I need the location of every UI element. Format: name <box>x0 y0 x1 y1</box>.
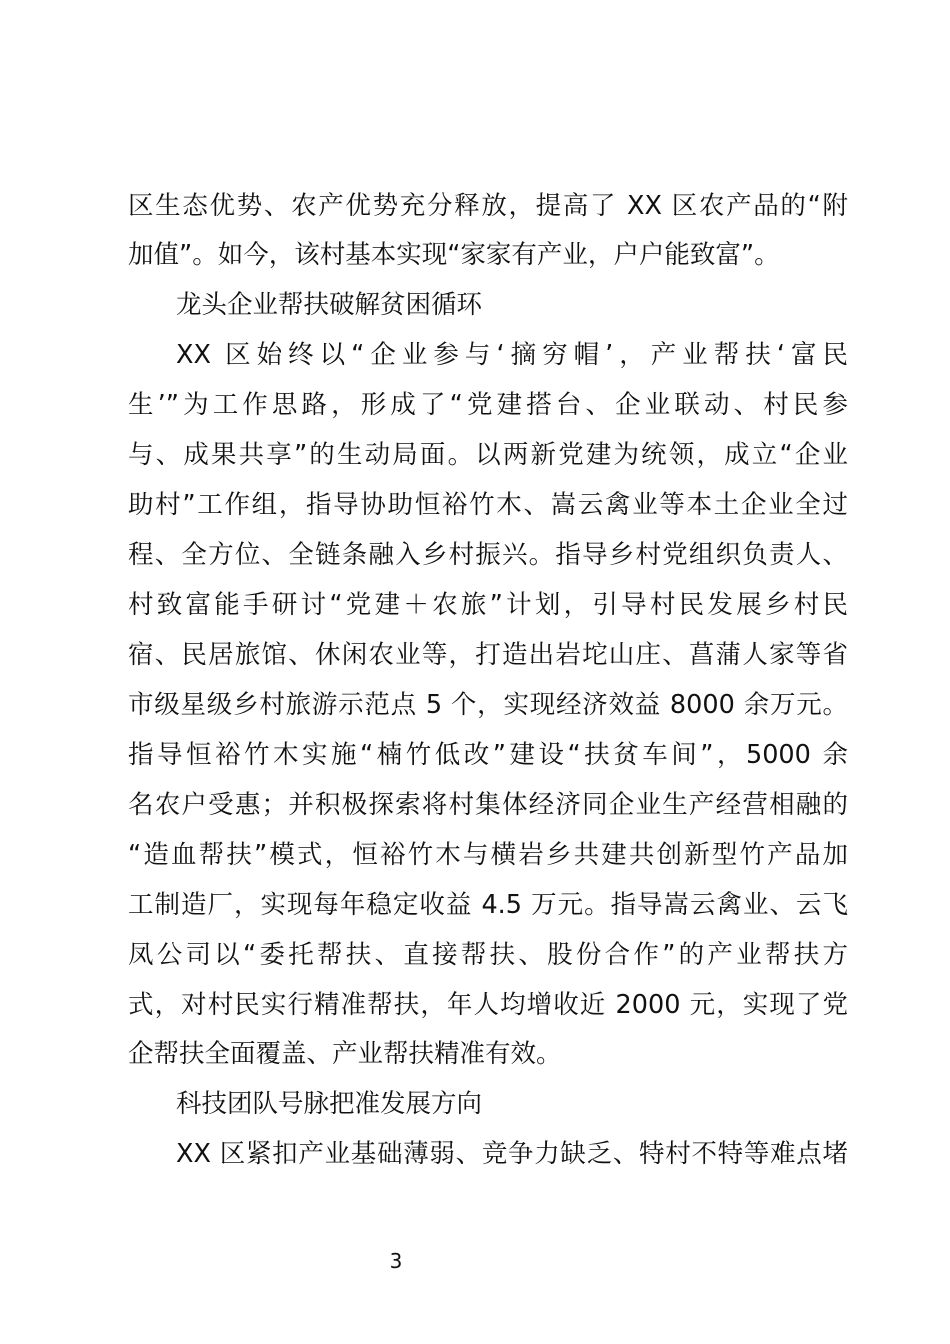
page-number: 3 <box>389 1249 403 1273</box>
paragraph-line: XX 区始终以“企业参与‘摘穷帽’，产业帮扶‘富民 <box>176 340 848 370</box>
paragraph-line: 工制造厂，实现每年稳定收益 4.5 万元。指导嵩云禽业、云飞 <box>128 890 848 920</box>
paragraph-line: 助村”工作组，指导协助恒裕竹木、嵩云禽业等本土企业全过 <box>128 490 848 520</box>
paragraph-line: 宿、民居旅馆、休闲农业等，打造出岩坨山庄、菖蒲人家等省 <box>128 640 848 670</box>
paragraph-line: 区生态优势、农产优势充分释放，提高了 XX 区农产品的“附 <box>128 191 848 221</box>
paragraph-line: “造血帮扶”模式，恒裕竹木与横岩乡共建共创新型竹产品加 <box>128 840 848 870</box>
paragraph-line: 市级星级乡村旅游示范点 5 个，实现经济效益 8000 余万元。 <box>128 690 848 720</box>
paragraph-line: 程、全方位、全链条融入乡村振兴。指导乡村党组织负责人、 <box>128 540 848 570</box>
paragraph-line: 指导恒裕竹木实施“楠竹低改”建设“扶贫车间”，5000 余 <box>128 740 848 770</box>
paragraph-line: 村致富能手研讨“党建＋农旅”计划，引导村民发展乡村民 <box>128 590 848 620</box>
paragraph-line: 生’”为工作思路，形成了“党建搭台、企业联动、村民参 <box>128 390 848 420</box>
paragraph-line: 名农户受惠；并积极探索将村集体经济同企业生产经营相融的 <box>128 790 848 820</box>
section-heading: 龙头企业帮扶破解贫困循环 <box>176 290 483 320</box>
paragraph-line: 企帮扶全面覆盖、产业帮扶精准有效。 <box>128 1039 562 1069</box>
paragraph-line: 凤公司以“委托帮扶、直接帮扶、股份合作”的产业帮扶方 <box>128 940 848 970</box>
paragraph-line: 式，对村民实行精准帮扶，年人均增收近 2000 元，实现了党 <box>128 990 848 1020</box>
paragraph-line: 加值”。如今，该村基本实现“家家有产业，户户能致富”。 <box>128 240 780 270</box>
paragraph-line: XX 区紧扣产业基础薄弱、竞争力缺乏、特村不特等难点堵 <box>176 1139 848 1169</box>
section-heading: 科技团队号脉把准发展方向 <box>176 1089 483 1119</box>
paragraph-line: 与、成果共享”的生动局面。以两新党建为统领，成立“企业 <box>128 440 848 470</box>
